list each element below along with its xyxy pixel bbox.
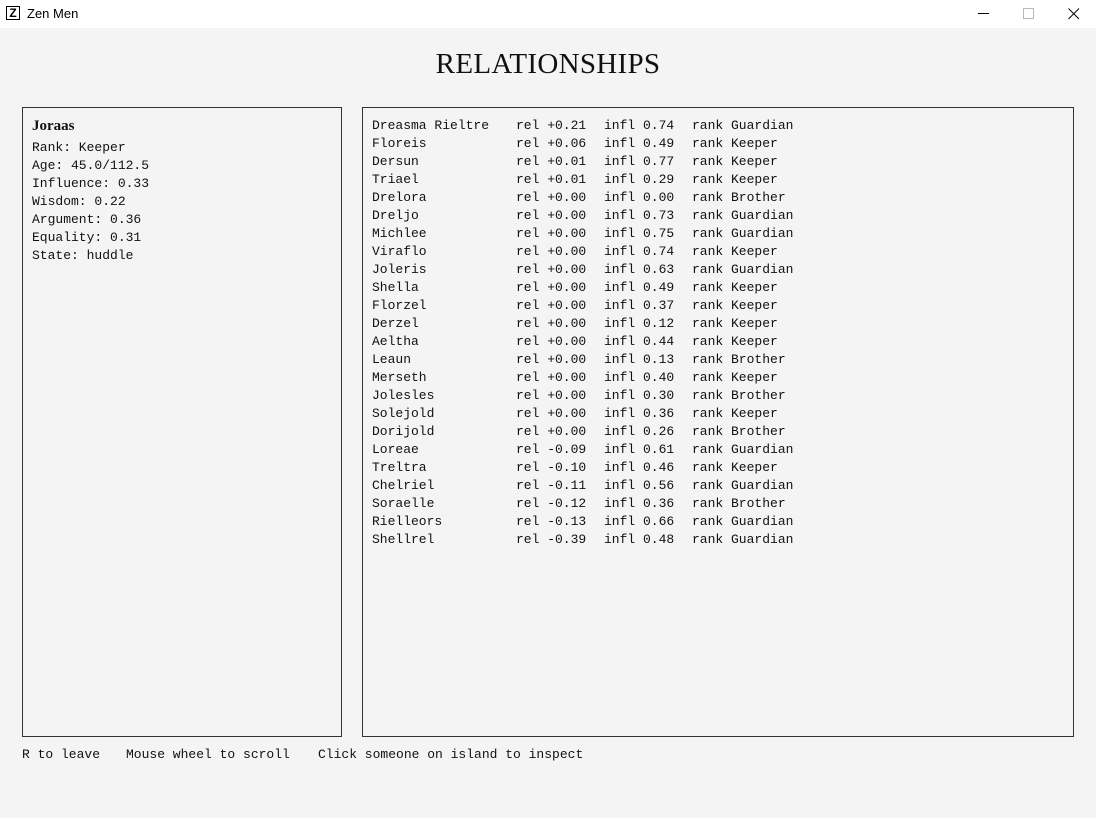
relation-influence: infl 0.49: [604, 280, 675, 295]
relation-influence: infl 0.40: [604, 370, 675, 385]
relation-rank: rank Brother: [692, 352, 786, 367]
relation-rank: rank Keeper: [692, 406, 778, 421]
relation-rank: rank Keeper: [692, 460, 778, 475]
relation-name: Shella: [372, 280, 419, 295]
relation-name: Rielleors: [372, 514, 443, 529]
inspect-hint: Click someone on island to inspect: [318, 747, 584, 762]
app-logo-icon: Z: [6, 6, 20, 20]
relation-name: Florzel: [372, 298, 427, 313]
relation-name: Dreljo: [372, 208, 419, 223]
relation-rank: rank Brother: [692, 424, 786, 439]
relation-name: Floreis: [372, 136, 427, 151]
stat-argument: Argument: 0.36: [32, 212, 142, 227]
relation-value: rel +0.01: [516, 154, 587, 169]
maximize-icon: [1023, 8, 1035, 20]
maximize-button[interactable]: [1006, 0, 1051, 28]
relation-value: rel +0.00: [516, 352, 587, 367]
title-bar: [0, 0, 1096, 28]
relation-influence: infl 0.66: [604, 514, 675, 529]
relation-rank: rank Keeper: [692, 316, 778, 331]
window-title: Zen Men: [27, 6, 79, 21]
person-name: Joraas: [32, 118, 75, 134]
scroll-hint: Mouse wheel to scroll: [126, 747, 290, 762]
relation-name: Derzel: [372, 316, 419, 331]
relation-rank: rank Guardian: [692, 226, 794, 241]
relation-value: rel +0.00: [516, 298, 587, 313]
relation-value: rel -0.13: [516, 514, 587, 529]
relation-influence: infl 0.74: [604, 118, 675, 133]
stat-wisdom: Wisdom: 0.22: [32, 194, 126, 209]
relation-influence: infl 0.30: [604, 388, 675, 403]
relation-value: rel +0.00: [516, 424, 587, 439]
relation-rank: rank Keeper: [692, 136, 778, 151]
stat-influence: Influence: 0.33: [32, 176, 150, 191]
relation-rank: rank Guardian: [692, 262, 794, 277]
footer-hints: [22, 746, 584, 818]
person-stats-list: [32, 139, 149, 265]
relation-value: rel -0.09: [516, 442, 587, 457]
relation-rank: rank Keeper: [692, 154, 778, 169]
relation-name: Leaun: [372, 352, 412, 367]
relation-rank: rank Keeper: [692, 280, 778, 295]
relation-influence: infl 0.77: [604, 154, 675, 169]
relation-value: rel +0.00: [516, 406, 587, 421]
person-details-panel: [22, 107, 342, 737]
relation-rank: rank Brother: [692, 496, 786, 511]
relation-value: rel +0.00: [516, 280, 587, 295]
relation-value: rel -0.10: [516, 460, 587, 475]
relation-name: Solejold: [372, 406, 435, 421]
leave-hint: R to leave: [22, 747, 101, 762]
relation-name: Michlee: [372, 226, 427, 241]
close-button[interactable]: [1051, 0, 1096, 28]
relation-rank: rank Guardian: [692, 118, 794, 133]
relation-influence: infl 0.46: [604, 460, 675, 475]
relation-rank: rank Guardian: [692, 532, 794, 547]
relation-influence: infl 0.44: [604, 334, 675, 349]
stat-rank: Rank: Keeper: [32, 140, 126, 155]
relation-value: rel +0.00: [516, 334, 587, 349]
relation-name: Chelriel: [372, 478, 435, 493]
stat-state: State: huddle: [32, 248, 134, 263]
relation-influence: infl 0.29: [604, 172, 675, 187]
relation-value: rel +0.01: [516, 172, 587, 187]
relation-rank: rank Guardian: [692, 208, 794, 223]
relation-rank: rank Keeper: [692, 298, 778, 313]
relation-value: rel +0.21: [516, 118, 587, 133]
relation-value: rel +0.00: [516, 370, 587, 385]
close-icon: [1068, 8, 1080, 20]
relation-influence: infl 0.56: [604, 478, 675, 493]
relation-value: rel -0.11: [516, 478, 587, 493]
relation-name: Triael: [372, 172, 419, 187]
stat-age: Age: 45.0/112.5: [32, 158, 150, 173]
relation-value: rel +0.00: [516, 226, 587, 241]
relation-rank: rank Keeper: [692, 334, 778, 349]
relation-name: Treltra: [372, 460, 427, 475]
relation-name: Jolesles: [372, 388, 435, 403]
relation-name: Merseth: [372, 370, 427, 385]
relation-influence: infl 0.61: [604, 442, 675, 457]
relation-value: rel +0.00: [516, 388, 587, 403]
relation-influence: infl 0.48: [604, 532, 675, 547]
relation-name: Aeltha: [372, 334, 419, 349]
relation-influence: infl 0.49: [604, 136, 675, 151]
relation-name: Soraelle: [372, 496, 435, 511]
minimize-icon: [978, 8, 990, 20]
relation-rank: rank Brother: [692, 388, 786, 403]
relation-rank: rank Guardian: [692, 442, 794, 457]
minimize-button[interactable]: [961, 0, 1006, 28]
relation-name: Dreasma Rieltre: [372, 118, 490, 133]
relation-rank: rank Guardian: [692, 478, 794, 493]
relation-influence: infl 0.74: [604, 244, 675, 259]
relation-name: Shellrel: [372, 532, 435, 547]
relation-influence: infl 0.36: [604, 406, 675, 421]
relation-rank: rank Guardian: [692, 514, 794, 529]
relation-value: rel +0.00: [516, 208, 587, 223]
relation-name: Drelora: [372, 190, 427, 205]
relation-rank: rank Keeper: [692, 244, 778, 259]
relation-value: rel -0.12: [516, 496, 587, 511]
relation-name: Dorijold: [372, 424, 435, 439]
relation-influence: infl 0.13: [604, 352, 675, 367]
relation-value: rel +0.00: [516, 190, 587, 205]
relation-value: rel +0.00: [516, 244, 587, 259]
relation-value: rel +0.00: [516, 262, 587, 277]
relation-value: rel +0.00: [516, 316, 587, 331]
stat-equality: Equality: 0.31: [32, 230, 142, 245]
relation-influence: infl 0.63: [604, 262, 675, 277]
relation-influence: infl 0.00: [604, 190, 675, 205]
relation-influence: infl 0.12: [604, 316, 675, 331]
relation-name: Joleris: [372, 262, 427, 277]
relation-name: Viraflo: [372, 244, 427, 259]
relation-influence: infl 0.37: [604, 298, 675, 313]
relations-list-panel[interactable]: [362, 107, 1074, 737]
relation-name: Dersun: [372, 154, 419, 169]
relation-influence: infl 0.75: [604, 226, 675, 241]
relation-rank: rank Keeper: [692, 370, 778, 385]
relation-influence: infl 0.26: [604, 424, 675, 439]
page-title: RELATIONSHIPS: [435, 48, 661, 80]
relation-value: rel -0.39: [516, 532, 587, 547]
relation-value: rel +0.06: [516, 136, 587, 151]
relation-rank: rank Brother: [692, 190, 786, 205]
relation-influence: infl 0.36: [604, 496, 675, 511]
relation-name: Loreae: [372, 442, 419, 457]
relation-influence: infl 0.73: [604, 208, 675, 223]
relation-rank: rank Keeper: [692, 172, 778, 187]
